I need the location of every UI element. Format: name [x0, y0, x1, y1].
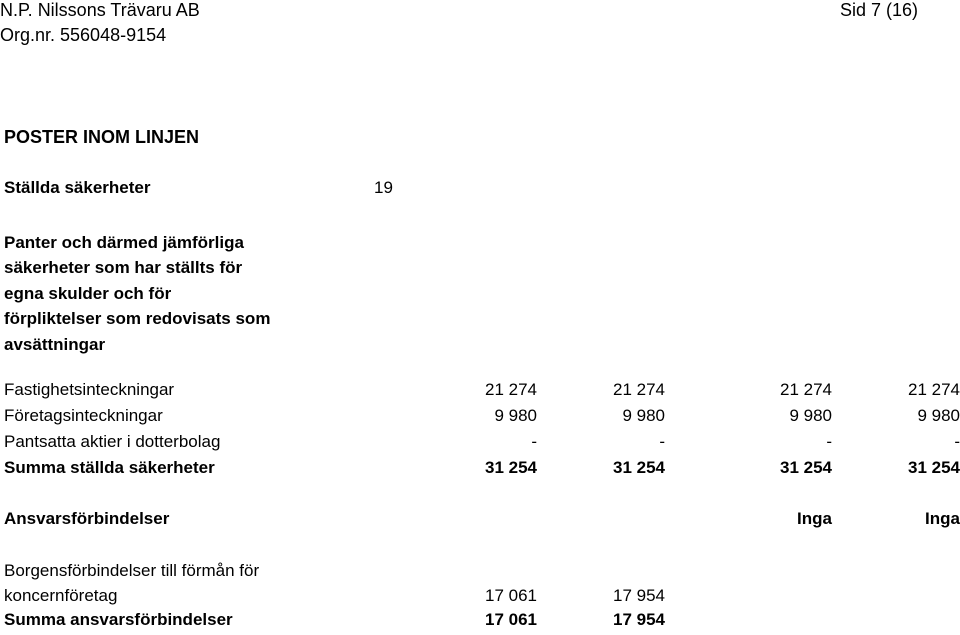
- value-cell: 31 254: [908, 458, 960, 477]
- value-cell: 21 274: [485, 380, 537, 399]
- section-title: POSTER INOM LINJEN: [4, 127, 200, 147]
- row-label: Företagsinteckningar: [4, 406, 163, 425]
- value-cell: 31 254: [485, 458, 537, 477]
- row-label: Summa ställda säkerheter: [4, 458, 215, 477]
- value-cell: 9 980: [917, 406, 960, 425]
- row-label: Pantsatta aktier i dotterbolag: [4, 432, 221, 451]
- value-cell: -: [531, 432, 537, 451]
- panter-heading: [4, 230, 270, 357]
- value-cell: Inga: [797, 509, 832, 528]
- row-foretagsinteckningar: [0, 406, 960, 431]
- row-borgensforbindelser-line1: [0, 561, 960, 586]
- value-cell: 17 061: [485, 610, 537, 629]
- page-number: Sid 7 (16): [840, 0, 919, 20]
- panter-line: avsättningar: [4, 334, 106, 354]
- value-cell: 21 274: [780, 380, 832, 399]
- value-cell: Inga: [925, 509, 960, 528]
- value-cell: 17 954: [613, 586, 665, 605]
- value-cell: 9 980: [789, 406, 832, 425]
- row-label: Fastighetsinteckningar: [4, 380, 175, 399]
- value-cell: -: [954, 432, 960, 451]
- row-label: Borgensförbindelser till förmån för: [4, 561, 260, 580]
- row-koncernforetag: [0, 586, 960, 611]
- panter-line: Panter och därmed jämförliga: [4, 233, 244, 252]
- panter-line: förpliktelser som redovisats som: [4, 309, 271, 329]
- stallda-sakerheter-title: Ställda säkerheter: [4, 178, 151, 197]
- value-cell: 21 274: [613, 380, 665, 399]
- panter-line: egna skulder och för: [4, 283, 172, 303]
- value-cell: -: [826, 432, 832, 451]
- panter-line: säkerheter som har ställts för: [4, 258, 243, 278]
- row-label: Summa ansvarsförbindelser: [4, 610, 233, 629]
- value-cell: 31 254: [613, 458, 665, 477]
- note-reference: 19: [374, 178, 393, 197]
- value-cell: 17 061: [485, 586, 537, 605]
- company-name: N.P. Nilssons Trävaru AB: [0, 0, 200, 20]
- value-cell: 31 254: [780, 458, 832, 477]
- value-cell: 17 954: [613, 610, 665, 629]
- value-cell: 21 274: [908, 380, 960, 399]
- value-cell: 9 980: [622, 406, 665, 425]
- row-fastighetsinteckningar: [0, 380, 960, 405]
- row-summa-stallda-sakerheter: [0, 458, 960, 483]
- row-label: koncernföretag: [4, 586, 118, 605]
- value-cell: 9 980: [494, 406, 537, 425]
- value-cell: -: [659, 432, 665, 451]
- row-ansvarsforbindelser: [0, 509, 960, 534]
- org-number: Org.nr. 556048-9154: [0, 25, 167, 45]
- row-pantsatta-aktier: [0, 432, 960, 457]
- row-label: Ansvarsförbindelser: [4, 509, 170, 528]
- row-summa-ansvarsforbindelser: [0, 610, 960, 635]
